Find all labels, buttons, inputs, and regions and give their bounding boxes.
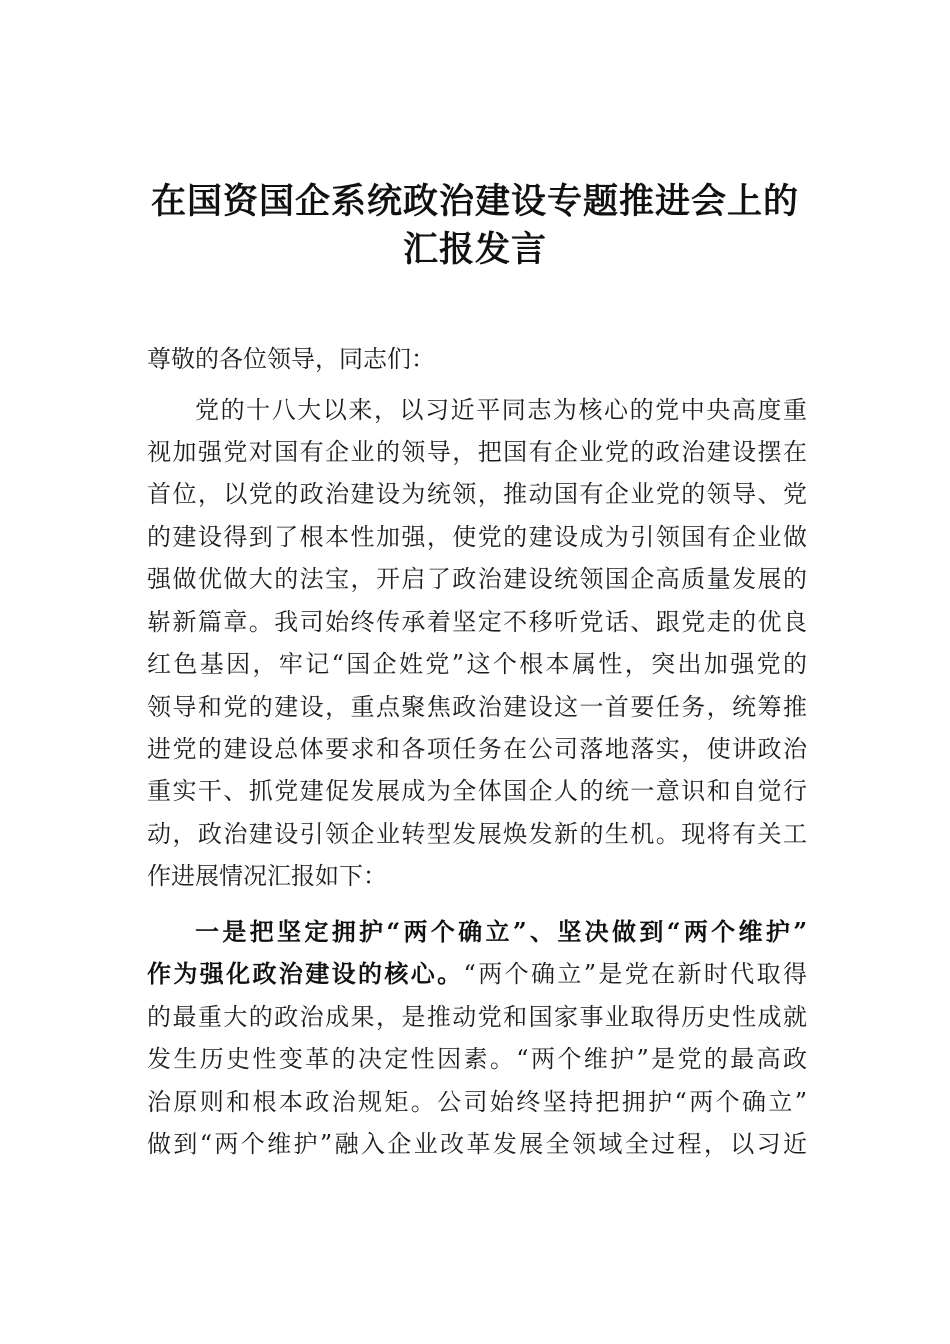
section-heading-part-1: 一是把坚定拥护“两个确立”、坚决做到“两个维护” [195,917,807,946]
section-heading-part-2: 作为强化政治建设的核心。 [147,959,464,988]
salutation: 尊敬的各位领导，同志们： [147,345,435,373]
paragraph-line: 作进展情况汇报如下： [147,862,387,890]
paragraph-line: 做到“两个维护”融入企业改革发展全领域全过程，以习近 [147,1130,807,1158]
paragraph-line: 崭新篇章。我司始终传承着坚定不移听党话、跟党走的优良 [147,608,807,636]
paragraph-text: “两个确立”是党在新时代取得 [463,960,808,988]
document-title-line-2: 汇报发言 [402,229,547,270]
paragraph-line: 重实干、抓党建促发展成为全体国企人的统一意识和自觉行 [147,777,807,805]
paragraph-line: 的建设得到了根本性加强，使党的建设成为引领国有企业做 [147,523,807,551]
paragraph-line: 红色基因，牢记“国企姓党”这个根本属性，突出加强党的 [147,650,807,678]
paragraph-line: 的最重大的政治成果，是推动党和国家事业取得历史性成就 [147,1003,807,1031]
paragraph-line: 强做优做大的法宝，开启了政治建设统领国企高质量发展的 [147,565,807,593]
paragraph-line: 动，政治建设引领企业转型发展焕发新的生机。现将有关工 [147,820,807,848]
document-title-line-1: 在国资国企系统政治建设专题推进会上的 [150,181,799,222]
paragraph-line: 视加强党对国有企业的领导，把国有企业党的政治建设摆在 [147,438,807,466]
paragraph-line [147,959,807,989]
paragraph-line: 进党的建设总体要求和各项任务在公司落地落实，使讲政治 [147,735,807,763]
paragraph-line: 发生历史性变革的决定性因素。“两个维护”是党的最高政 [147,1045,807,1073]
paragraph-line: 首位，以党的政治建设为统领，推动国有企业党的领导、党 [147,480,807,508]
paragraph-line: 领导和党的建设，重点聚焦政治建设这一首要任务，统筹推 [147,693,807,721]
paragraph-line: 党的十八大以来，以习近平同志为核心的党中央高度重 [195,396,807,424]
paragraph-line-bold [195,917,807,947]
paragraph-line: 治原则和根本政治规矩。公司始终坚持把拥护“两个确立” [147,1088,807,1116]
